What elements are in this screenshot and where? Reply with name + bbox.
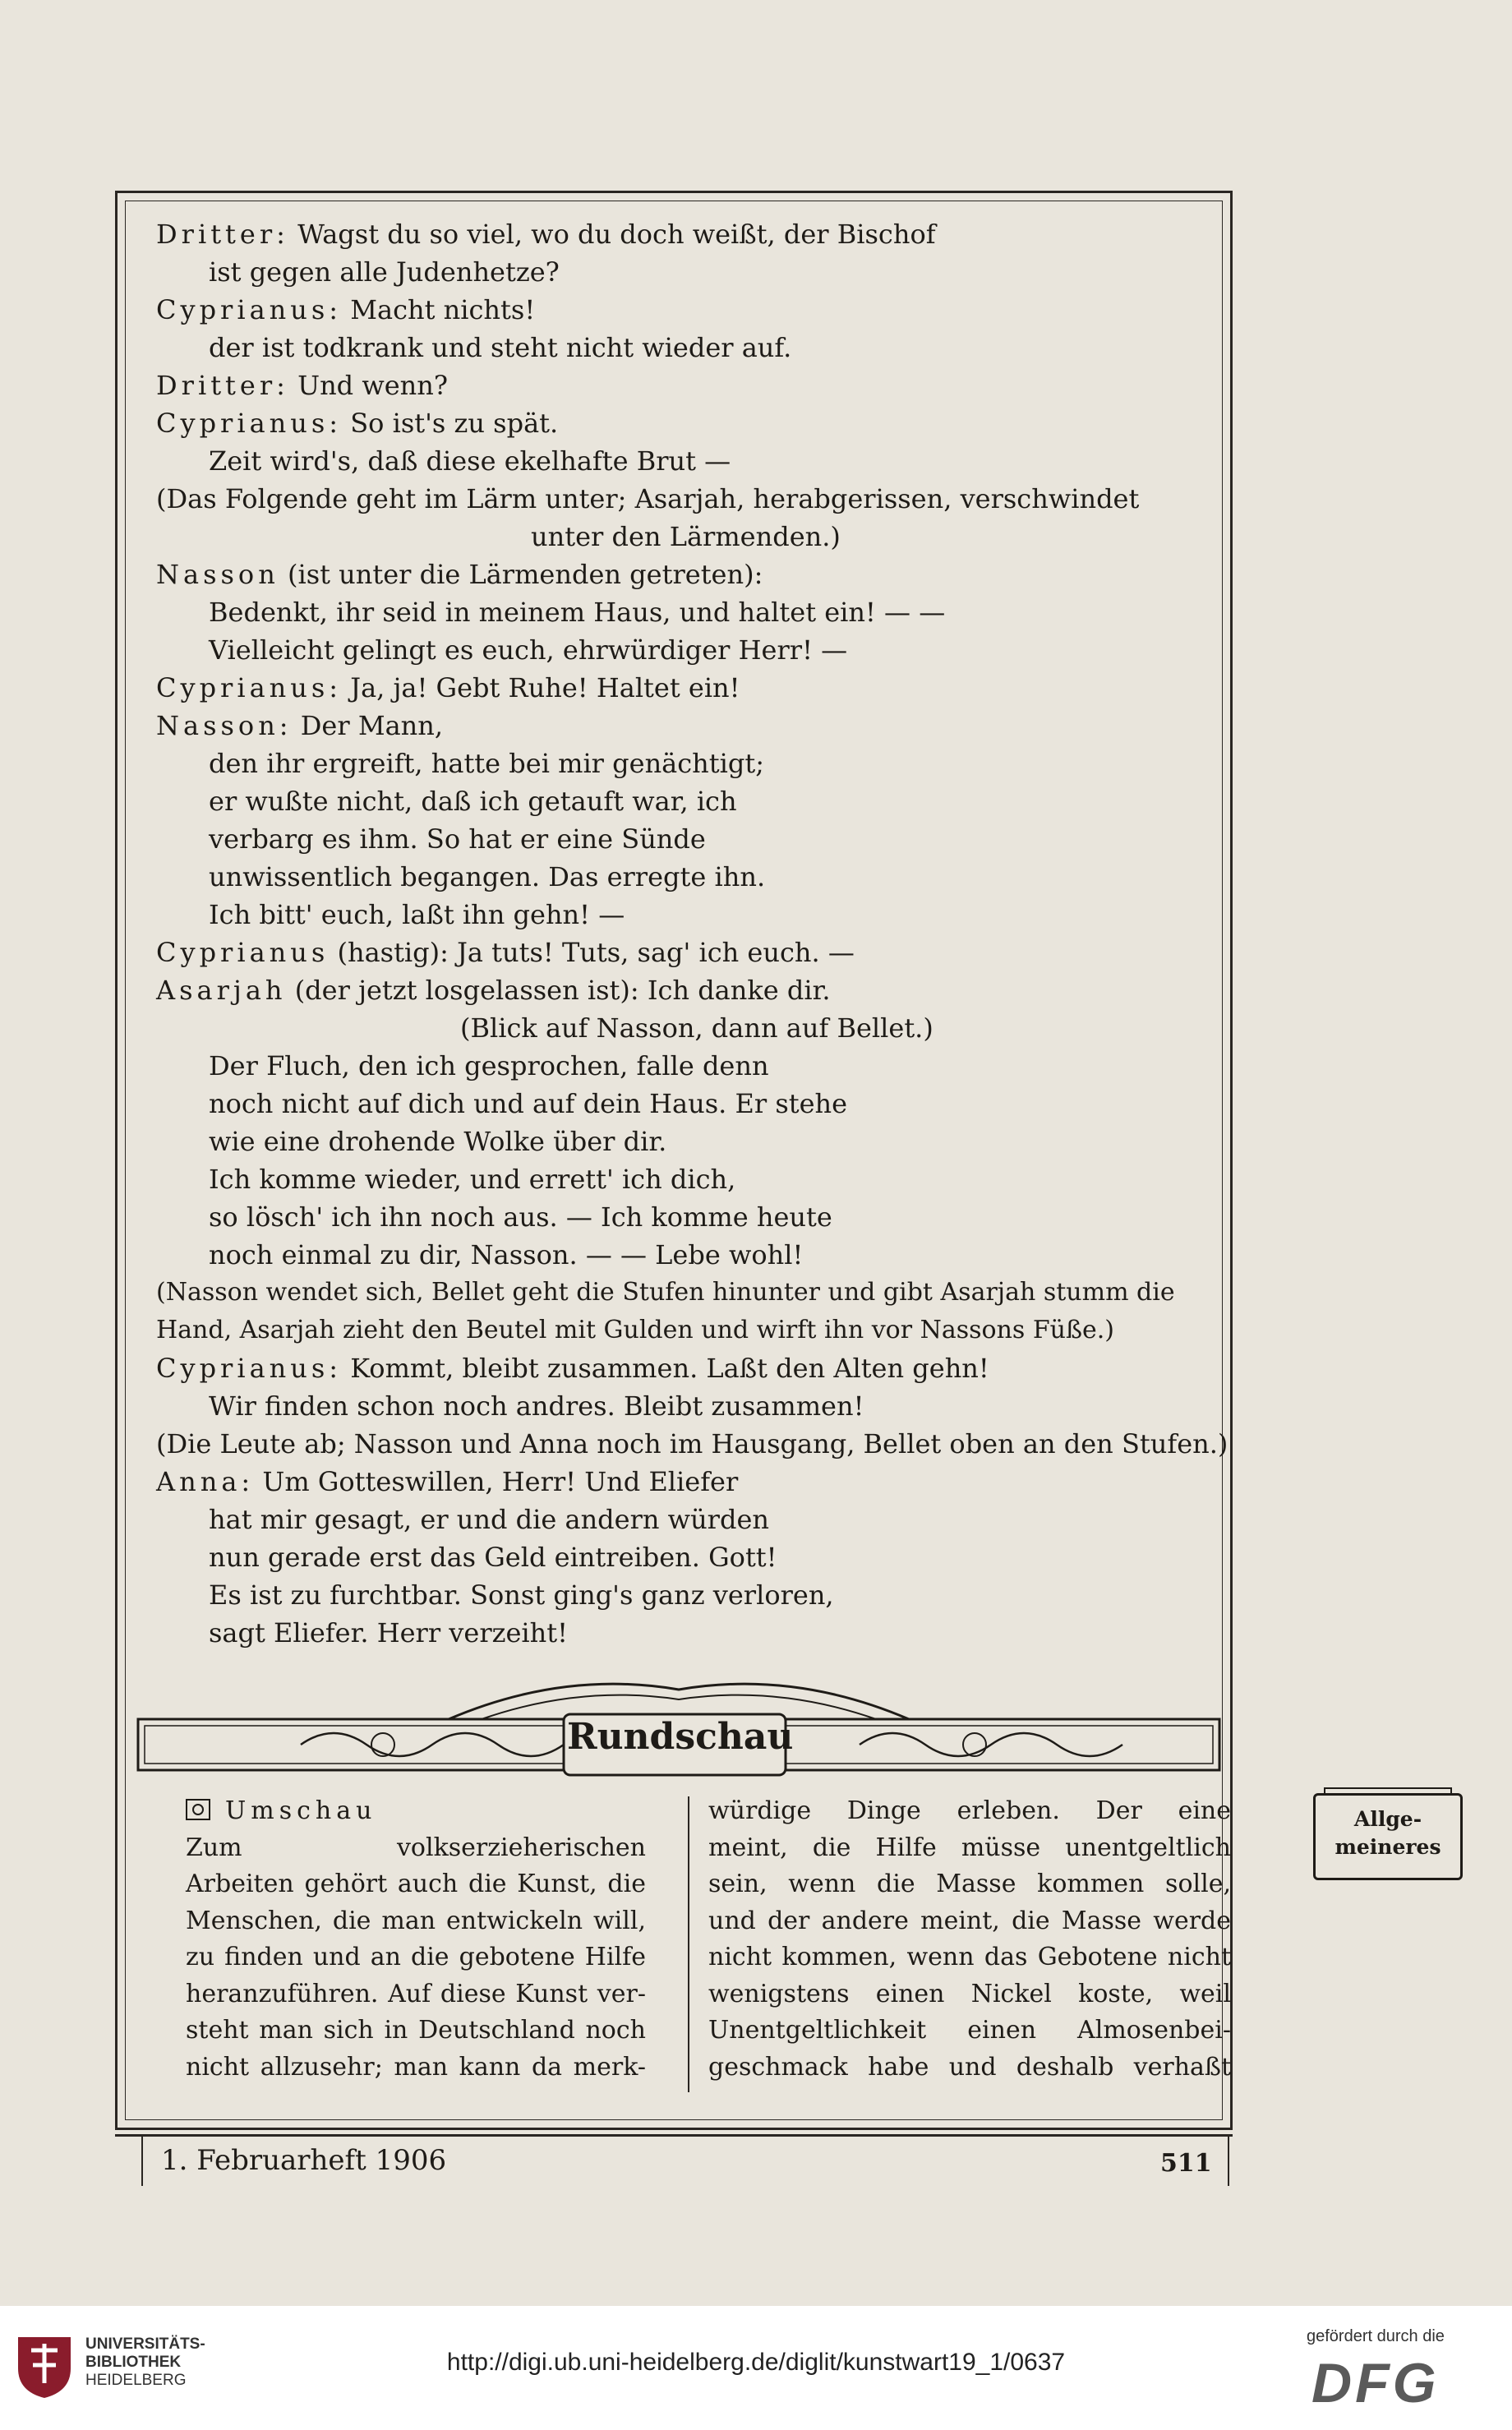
column-line: meint, die Hilfe müsse unentgeltlich bbox=[708, 1833, 1231, 1862]
play-line bbox=[156, 1349, 989, 1387]
line-text: Um Gotteswillen, Herr! Und Eliefer bbox=[262, 1466, 739, 1497]
line-text: hat mir gesagt, er und die andern würden bbox=[209, 1504, 769, 1535]
play-line bbox=[156, 934, 855, 971]
speaker-name: Cyprianus bbox=[156, 937, 330, 968]
play-line bbox=[209, 593, 945, 631]
play-line bbox=[156, 367, 448, 404]
play-line bbox=[209, 1085, 847, 1123]
line-text: (hastig): Ja tuts! Tuts, sag' ich euch. — bbox=[337, 937, 855, 968]
line-text: unter den Lärmenden.) bbox=[531, 521, 841, 552]
speaker-name: Nasson bbox=[156, 559, 279, 590]
play-line bbox=[156, 480, 1139, 518]
line-text: ist gegen alle Judenhetze? bbox=[209, 256, 560, 288]
play-line bbox=[209, 1198, 832, 1236]
play-line bbox=[156, 556, 763, 593]
university-line3: HEIDELBERG bbox=[85, 2372, 187, 2389]
play-line bbox=[156, 1425, 1228, 1463]
footer-tick-right bbox=[1228, 2137, 1229, 2186]
play-line bbox=[531, 518, 841, 556]
university-line1: UNIVERSITÄTS- bbox=[85, 2335, 205, 2353]
umschau-left-column bbox=[186, 1793, 646, 2086]
play-line bbox=[209, 1387, 864, 1425]
line-text: unwissentlich begangen. Das erregte ihn. bbox=[209, 861, 766, 892]
section-icon bbox=[186, 1799, 210, 1820]
line-text: Wagst du so viel, wo du doch weißt, der Bischof bbox=[297, 219, 936, 250]
column-line: sein, wenn die Masse kommen solle, bbox=[708, 1870, 1231, 1898]
line-text: Ich bitt' euch, laßt ihn gehn! — bbox=[209, 899, 625, 930]
line-text: wie eine drohende Wolke über dir. bbox=[209, 1126, 667, 1157]
line-text: der ist todkrank und steht nicht wieder auf. bbox=[209, 332, 792, 363]
university-line2: BIBLIOTHEK bbox=[85, 2354, 182, 2371]
line-text: Kommt, bleibt zusammen. Laßt den Alten gehn! bbox=[350, 1353, 989, 1384]
side-label-line1: Allge- bbox=[1353, 1807, 1422, 1831]
play-line bbox=[156, 669, 740, 707]
footer-tick-left bbox=[141, 2137, 143, 2186]
column-line: nicht allzusehr; man kann da merk- bbox=[186, 2052, 646, 2082]
line-text: Der Mann, bbox=[300, 710, 444, 741]
line-text: Ich komme wieder, und errett' ich dich, bbox=[209, 1164, 736, 1195]
column-line: steht man sich in Deutschland noch bbox=[186, 2016, 646, 2045]
speaker-name: Nasson: bbox=[156, 710, 293, 741]
line-text: Zeit wird's, daß diese ekelhafte Brut — bbox=[209, 445, 731, 477]
play-line bbox=[209, 631, 847, 669]
column-line: wenigstens einen Nickel koste, weil bbox=[708, 1979, 1231, 2008]
play-line bbox=[209, 253, 560, 291]
line-text: Vielleicht gelingt es euch, ehrwürdiger Herr! — bbox=[209, 634, 848, 666]
column-line: heranzuführen. Auf diese Kunst ver- bbox=[186, 1979, 646, 2008]
umschau-right-column bbox=[708, 1793, 1231, 2086]
line-text: er wußte nicht, daß ich getauft war, ich bbox=[209, 786, 737, 817]
line-text: Hand, Asarjah zieht den Beutel mit Gulden und wirft ihn vor Nassons Füße.) bbox=[156, 1316, 1115, 1344]
column-line: zu finden und an die gebotene Hilfe bbox=[186, 1943, 646, 1971]
play-line bbox=[156, 291, 535, 329]
banner-title: Rundschau bbox=[567, 1716, 794, 1758]
footer-rule bbox=[115, 2134, 1233, 2137]
play-line bbox=[209, 782, 737, 820]
column-line: Menschen, die man entwickeln will, bbox=[186, 1906, 646, 1935]
play-line bbox=[209, 442, 731, 480]
play-line bbox=[209, 858, 765, 896]
speaker-name: Cyprianus: bbox=[156, 294, 343, 325]
umschau-heading: Umschau bbox=[225, 1796, 377, 1825]
line-text: Ja, ja! Gebt Ruhe! Haltet ein! bbox=[350, 672, 740, 703]
dfg-logo: DFG bbox=[1311, 2352, 1440, 2414]
speaker-name: Cyprianus: bbox=[156, 672, 343, 703]
play-line bbox=[156, 971, 831, 1009]
line-text: sagt Eliefer. Herr verzeiht! bbox=[209, 1617, 568, 1648]
speaker-name: Dritter: bbox=[156, 370, 289, 401]
column-divider bbox=[688, 1796, 689, 2092]
play-line bbox=[460, 1009, 933, 1047]
play-line bbox=[209, 1614, 568, 1652]
funded-by-text: gefördert durch die bbox=[1307, 2327, 1445, 2345]
line-text: verbarg es ihm. So hat er eine Sünde bbox=[209, 823, 706, 855]
page-number: 511 bbox=[1160, 2149, 1212, 2178]
play-line bbox=[209, 745, 764, 782]
column-line: geschmack habe und deshalb verhaßt bbox=[708, 2052, 1231, 2082]
line-text: noch nicht auf dich und auf dein Haus. Er stehe bbox=[209, 1088, 848, 1119]
line-text: den ihr ergreift, hatte bei mir genächtigt; bbox=[209, 748, 764, 779]
line-text: (der jetzt losgelassen ist): Ich danke dir. bbox=[294, 975, 831, 1006]
line-text: nun gerade erst das Geld eintreiben. Gott! bbox=[209, 1542, 777, 1573]
line-text: (Die Leute ab; Nasson und Anna noch im Hausgang, Bellet oben an den Stufen.) bbox=[156, 1428, 1228, 1459]
play-line bbox=[209, 1501, 769, 1538]
line-text: Und wenn? bbox=[297, 370, 449, 401]
speaker-name: Asarjah bbox=[156, 975, 287, 1006]
line-text: So ist's zu spät. bbox=[350, 408, 559, 439]
play-line bbox=[209, 896, 625, 934]
line-text: Es ist zu furchtbar. Sonst ging's ganz verloren, bbox=[209, 1579, 834, 1611]
speaker-name: Cyprianus: bbox=[156, 1353, 343, 1384]
speaker-name: Cyprianus: bbox=[156, 408, 343, 439]
side-label-line2: meineres bbox=[1335, 1835, 1441, 1859]
play-line bbox=[209, 1576, 834, 1614]
line-text: (Das Folgende geht im Lärm unter; Asarjah, herabgerissen, verschwindet bbox=[156, 483, 1140, 514]
speaker-name: Anna: bbox=[156, 1466, 255, 1497]
play-line bbox=[209, 329, 791, 367]
play-line bbox=[156, 1312, 1114, 1349]
line-text: Macht nichts! bbox=[350, 294, 536, 325]
play-line bbox=[156, 215, 936, 253]
line-text: so lösch' ich ihn noch aus. — Ich komme heute bbox=[209, 1201, 832, 1233]
play-line bbox=[156, 1463, 738, 1501]
umschau-heading-line bbox=[186, 1793, 646, 1830]
play-line bbox=[156, 404, 558, 442]
column-line: Zum volkserzieherischen bbox=[186, 1833, 646, 1862]
line-text: Wir finden schon noch andres. Bleibt zusammen! bbox=[209, 1390, 864, 1422]
column-line: würdige Dinge erleben. Der eine bbox=[708, 1796, 1231, 1825]
play-line bbox=[209, 1538, 777, 1576]
play-line bbox=[209, 1236, 803, 1274]
column-line: Unentgeltlichkeit einen Almosenbei- bbox=[708, 2016, 1231, 2045]
line-text: (Blick auf Nasson, dann auf Bellet.) bbox=[460, 1012, 933, 1044]
play-line bbox=[156, 707, 443, 745]
column-line: nicht kommen, wenn das Gebotene nicht bbox=[708, 1943, 1231, 1971]
side-label-box bbox=[1313, 1793, 1463, 1880]
play-line bbox=[209, 820, 706, 858]
play-line bbox=[209, 1123, 666, 1160]
play-line bbox=[156, 1274, 1175, 1312]
play-text-block bbox=[156, 215, 1228, 1662]
speaker-name: Dritter: bbox=[156, 219, 289, 250]
play-line bbox=[209, 1047, 769, 1085]
column-line: Arbeiten gehört auch die Kunst, die bbox=[186, 1870, 646, 1898]
line-text: noch einmal zu dir, Nasson. — — Lebe wohl! bbox=[209, 1239, 804, 1270]
play-line bbox=[209, 1160, 735, 1198]
line-text: Der Fluch, den ich gesprochen, falle denn bbox=[209, 1050, 769, 1081]
line-text: (ist unter die Lärmenden getreten): bbox=[287, 559, 763, 590]
repository-url[interactable]: http://digi.ub.uni-heidelberg.de/diglit/kunstwart19_1/0637 bbox=[446, 2349, 1066, 2376]
footer-issue: 1. Februarheft 1906 bbox=[161, 2144, 447, 2177]
line-text: Bedenkt, ihr seid in meinem Haus, und haltet ein! — — bbox=[209, 597, 946, 628]
line-text: (Nasson wendet sich, Bellet geht die Stufen hinunter und gibt Asarjah stumm die bbox=[156, 1278, 1175, 1307]
column-line: und der andere meint, die Masse werde bbox=[708, 1906, 1231, 1935]
